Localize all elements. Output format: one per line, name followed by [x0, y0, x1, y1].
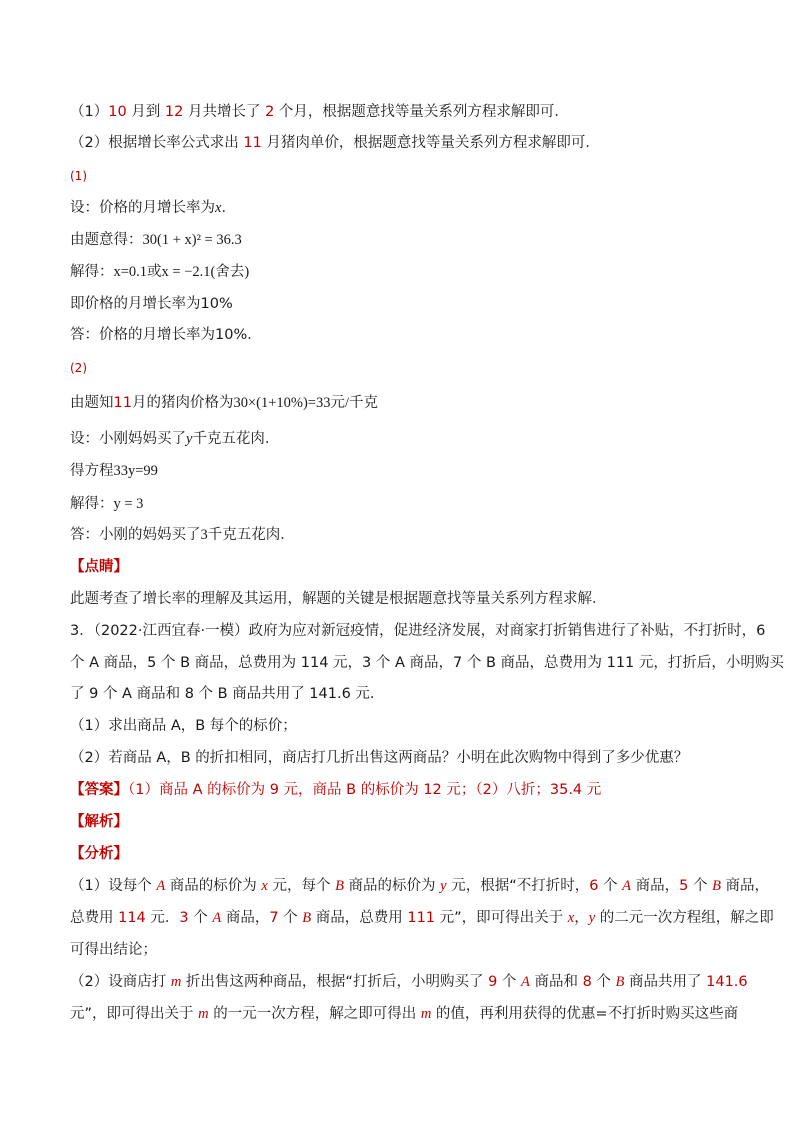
q3-line-2: 个 A 商品，5 个 B 商品，总费用为 114 元，3 个 A 商品，7 个 B 商品，总费用为 111 元，打折后，小明购买 — [70, 655, 784, 671]
dianjing-text: 此题考查了增长率的理解及其运用，解题的关键是根据题意找等量关系列方程求解． — [70, 591, 607, 607]
fenxi-title: 【分析】 — [70, 846, 128, 862]
part2-solution: 解得：y = 3 — [70, 496, 144, 512]
part1-label: (1) — [70, 169, 87, 183]
part1-ji: 即价格的月增长率为10% — [70, 296, 233, 312]
dianjing-title: 【点睛】 — [70, 559, 128, 575]
analysis3-line-1: （1）设每个 A 商品的标价为 x 元，每个 B 商品的标价为 y 元，根据“不打折时，6 个 A 商品，5 个 B 商品， — [70, 878, 770, 894]
q3-sub-1: （1）求出商品 A，B 每个的标价； — [70, 718, 297, 734]
answer-line: 【答案】（1）商品 A 的标价为 9 元，商品 B 的标价为 12 元；（2）八折；35.4 元 — [70, 782, 602, 798]
q3-line-1: 3．（2022·江西宜春·一模）政府为应对新冠疫情，促进经济发展，对商家打折销售进行了补贴，不打折时，6 — [70, 623, 766, 639]
part1-answer: 答：价格的月增长率为10%． — [70, 327, 262, 343]
jiexi-title: 【解析】 — [70, 814, 128, 830]
part1-solution: 解得：x=0.1或x = −2.1(舍去) — [70, 264, 250, 280]
q3-sub-2: （2）若商品 A，B 的折扣相同，商店打几折出售这两商品？小明在此次购物中得到了多少优惠？ — [70, 750, 689, 766]
analysis3-line-4: （2）设商店打 m 折出售这两种商品，根据“打折后，小明购买了 9 个 A 商品和 8 个 B 商品共用了 141.6 — [70, 974, 748, 990]
part2-set: 设：小刚妈妈买了y千克五花肉． — [70, 431, 280, 447]
analysis3-line-2: 总费用 114 元．3 个 A 商品，7 个 B 商品，总费用 111 元”，即可得出关于 x，y 的二元一次方程组，解之即 — [70, 910, 774, 926]
q3-line-3: 了 9 个 A 商品和 8 个 B 商品共用了 141.6 元． — [70, 686, 385, 702]
part2-answer: 答：小刚的妈妈买了3千克五花肉． — [70, 527, 295, 543]
part2-equation: 得方程33y=99 — [70, 463, 158, 479]
analysis-line-2: （2）根据增长率公式求出 11 月猪肉单价，根据题意找等量关系列方程求解即可． — [70, 135, 600, 151]
analysis-line-1: （1）10 月到 12 月共增长了 2 个月，根据题意找等量关系列方程求解即可． — [70, 104, 569, 120]
part1-set: 设：价格的月增长率为x． — [70, 200, 236, 216]
part2-given: 由题知11月的猪肉价格为30×(1+10%)=33元/千克 — [70, 395, 378, 411]
analysis3-line-3: 可得出结论； — [70, 942, 157, 958]
part2-label: (2) — [70, 361, 87, 375]
analysis3-line-5: 元”，即可得出关于 m 的一元一次方程，解之即可得出 m 的值，再利用获得的优惠=不打折时购买这些商 — [70, 1006, 739, 1022]
part1-equation: 由题意得：30(1 + x)² = 36.3 — [70, 232, 242, 248]
